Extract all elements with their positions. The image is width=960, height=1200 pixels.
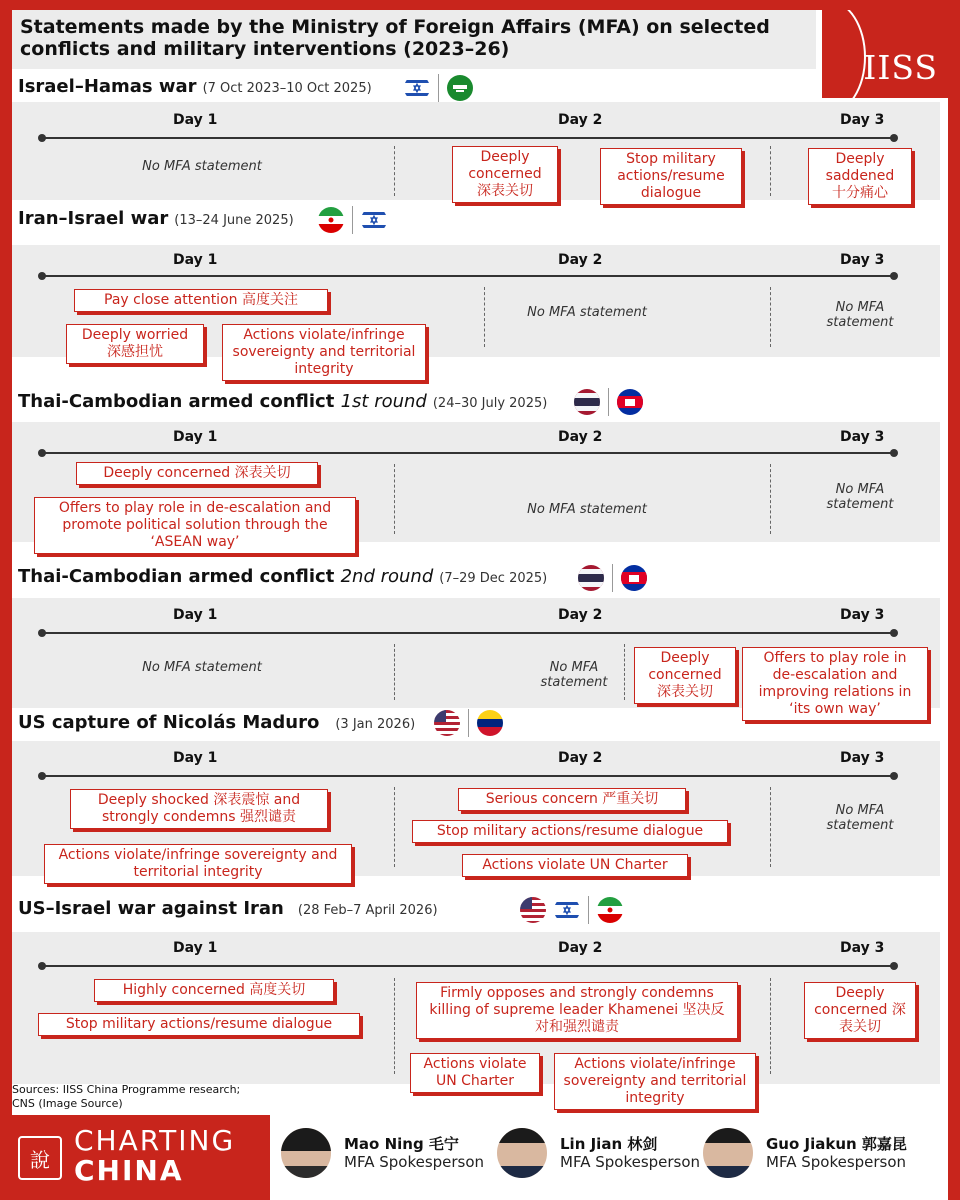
day-divider [770,787,771,867]
timeline-axis [42,452,894,454]
section-title-thai-cambodian-2 [18,566,547,587]
statement-box: Actions violate/infringe sovereignty and territorial integrity [222,324,426,381]
spokesperson-name: Guo Jiakun 郭嘉昆 [766,1135,907,1153]
day-label: Day 1 [173,112,218,128]
day-divider [394,464,395,534]
day-label: Day 3 [840,252,885,268]
section-date: (13–24 June 2025) [174,213,294,228]
day-divider [770,146,771,196]
spokesperson-name: Lin Jian 林剑 [560,1135,658,1153]
thailand-flag-icon [578,565,604,591]
day-label: Day 2 [558,429,603,445]
day-label: Day 1 [173,750,218,766]
day-label: Day 3 [840,940,885,956]
flags-us-venezuela [434,709,503,737]
statement-box: Deeply shocked 深表震惊 and strongly condemns 强烈谴责 [70,789,328,829]
timeline-axis [42,275,894,277]
section-round: 2nd round [340,566,434,587]
day-label: Day 2 [558,750,603,766]
section-name: US–Israel war against Iran [18,898,284,919]
section-name: Thai-Cambodian armed conflict [18,566,335,587]
hamas-flag-icon [447,75,473,101]
statement-box: Stop military actions/resume dialogue [38,1013,360,1036]
day-divider [394,644,395,700]
statement-box: Stop military actions/resume dialogue [412,820,728,843]
cambodia-flag-icon [621,565,647,591]
usa-flag-icon [520,897,546,923]
logo-text: IISS [863,48,938,87]
section-date: (7–29 Dec 2025) [439,571,548,586]
no-statement-text: No MFA statement [826,300,894,330]
day-label: Day 2 [558,252,603,268]
section-title-us-israel-iran [18,898,438,919]
statement-box: Pay close attention 高度关注 [74,289,328,312]
spokesperson-card [700,1117,907,1189]
section-date: (3 Jan 2026) [335,717,416,732]
day-label: Day 2 [558,940,603,956]
spokesperson-role: MFA Spokesperson [766,1153,907,1171]
iran-flag-icon [318,207,344,233]
day-divider [484,287,485,347]
section-name: Iran–Israel war [18,208,169,229]
section-round: 1st round [340,391,427,412]
iran-flag-icon [597,897,623,923]
spokesperson-card [278,1117,484,1189]
no-statement-text: No MFA statement [826,482,894,512]
section-title-iran-israel [18,208,294,229]
spokesperson-name: Mao Ning 毛宁 [344,1135,459,1153]
section-title-israel-hamas [18,76,372,97]
flags-iran-israel [318,206,387,234]
statement-box: Actions violate UN Charter [410,1053,540,1093]
iiss-logo [822,10,948,98]
statement-box: Deeply saddened 十分痛心 [808,148,912,205]
day-label: Day 1 [173,429,218,445]
infographic-canvas [12,10,948,1115]
day-label: Day 1 [173,940,218,956]
usa-flag-icon [434,710,460,736]
day-label: Day 2 [558,607,603,623]
no-statement-text: No MFA statement [142,660,262,675]
statement-box: Stop military actions/resume dialogue [600,148,742,205]
sources-note [12,1083,240,1111]
section-name: Thai-Cambodian armed conflict [18,391,335,412]
statement-box: Deeply concerned 深表关切 [76,462,318,485]
avatar [700,1125,756,1181]
avatar [278,1125,334,1181]
day-label: Day 1 [173,607,218,623]
section-date: (28 Feb–7 April 2026) [297,903,438,918]
statement-box: Actions violate/infringe sovereignty and territorial integrity [44,844,352,884]
statement-box: Serious concern 严重关切 [458,788,686,811]
cambodia-flag-icon [617,389,643,415]
title-banner [12,10,816,69]
statement-box: Actions violate UN Charter [462,854,688,877]
section-date: (24–30 July 2025) [432,396,548,411]
day-divider [394,146,395,196]
no-statement-text: No MFA statement [540,660,608,690]
timeline-axis [42,137,894,139]
statement-box: Offers to play role in de-escalation and promote political solution through the ‘ASEAN way’ [34,497,356,554]
sources-line: CNS (Image Source) [12,1097,123,1110]
section-name: Israel–Hamas war [18,76,197,97]
statement-box: Deeply concerned 深表关切 [804,982,916,1039]
statement-box: Deeply worried 深感担忧 [66,324,204,364]
thailand-flag-icon [574,389,600,415]
statement-box: Deeply concerned 深表关切 [452,146,558,203]
flags-israel-palestine [404,74,473,102]
spokesperson-card [494,1117,700,1189]
day-label: Day 3 [840,607,885,623]
no-statement-text: No MFA statement [527,502,647,517]
no-statement-text: No MFA statement [826,803,894,833]
spokesperson-role: MFA Spokesperson [560,1153,701,1171]
day-label: Day 2 [558,112,603,128]
flags-thailand-cambodia [574,388,643,416]
statement-box: Offers to play role in de-escalation and improving relations in ‘its own way’ [742,647,928,721]
section-name: US capture of Nicolás Maduro [18,712,320,733]
venezuela-flag-icon [477,710,503,736]
israel-flag-icon [361,207,387,233]
flags-us-israel-iran [520,896,623,924]
spokesperson-role: MFA Spokesperson [344,1153,485,1171]
day-label: Day 3 [840,112,885,128]
statement-box: Deeply concerned 深表关切 [634,647,736,704]
day-divider [770,978,771,1074]
statement-box: Actions violate/infringe sovereignty and territorial integrity [554,1053,756,1110]
page-title: Statements made by the Ministry of Foreign Affairs (MFA) on selected conflicts and military interventions (2023–26) [20,16,770,60]
flags-thailand-cambodia [578,564,647,592]
israel-flag-icon [404,75,430,101]
day-divider [770,287,771,347]
day-divider [394,787,395,867]
avatar [494,1125,550,1181]
no-statement-text: No MFA statement [142,159,262,174]
day-divider [624,644,625,700]
israel-flag-icon [554,897,580,923]
section-date: (7 Oct 2023–10 Oct 2025) [202,81,372,96]
brand-line-2: CHINA [74,1154,184,1187]
timeline-axis [42,965,894,967]
timeline-axis [42,775,894,777]
day-divider [770,464,771,534]
no-statement-text: No MFA statement [527,305,647,320]
charting-china-seal-icon: 說 [18,1136,62,1180]
brand-line-1: CHARTING [74,1124,236,1157]
day-label: Day 1 [173,252,218,268]
statement-box: Firmly opposes and strongly condemns killing of supreme leader Khamenei 坚决反对和强烈谴责 [416,982,738,1039]
statement-box: Highly concerned 高度关切 [94,979,334,1002]
charting-china-brand [74,1126,235,1186]
section-title-thai-cambodian-1 [18,391,547,412]
timeline-axis [42,632,894,634]
section-title-maduro [18,712,415,733]
day-label: Day 3 [840,750,885,766]
day-label: Day 3 [840,429,885,445]
day-divider [394,978,395,1074]
sources-line: Sources: IISS China Programme research; [12,1083,241,1096]
